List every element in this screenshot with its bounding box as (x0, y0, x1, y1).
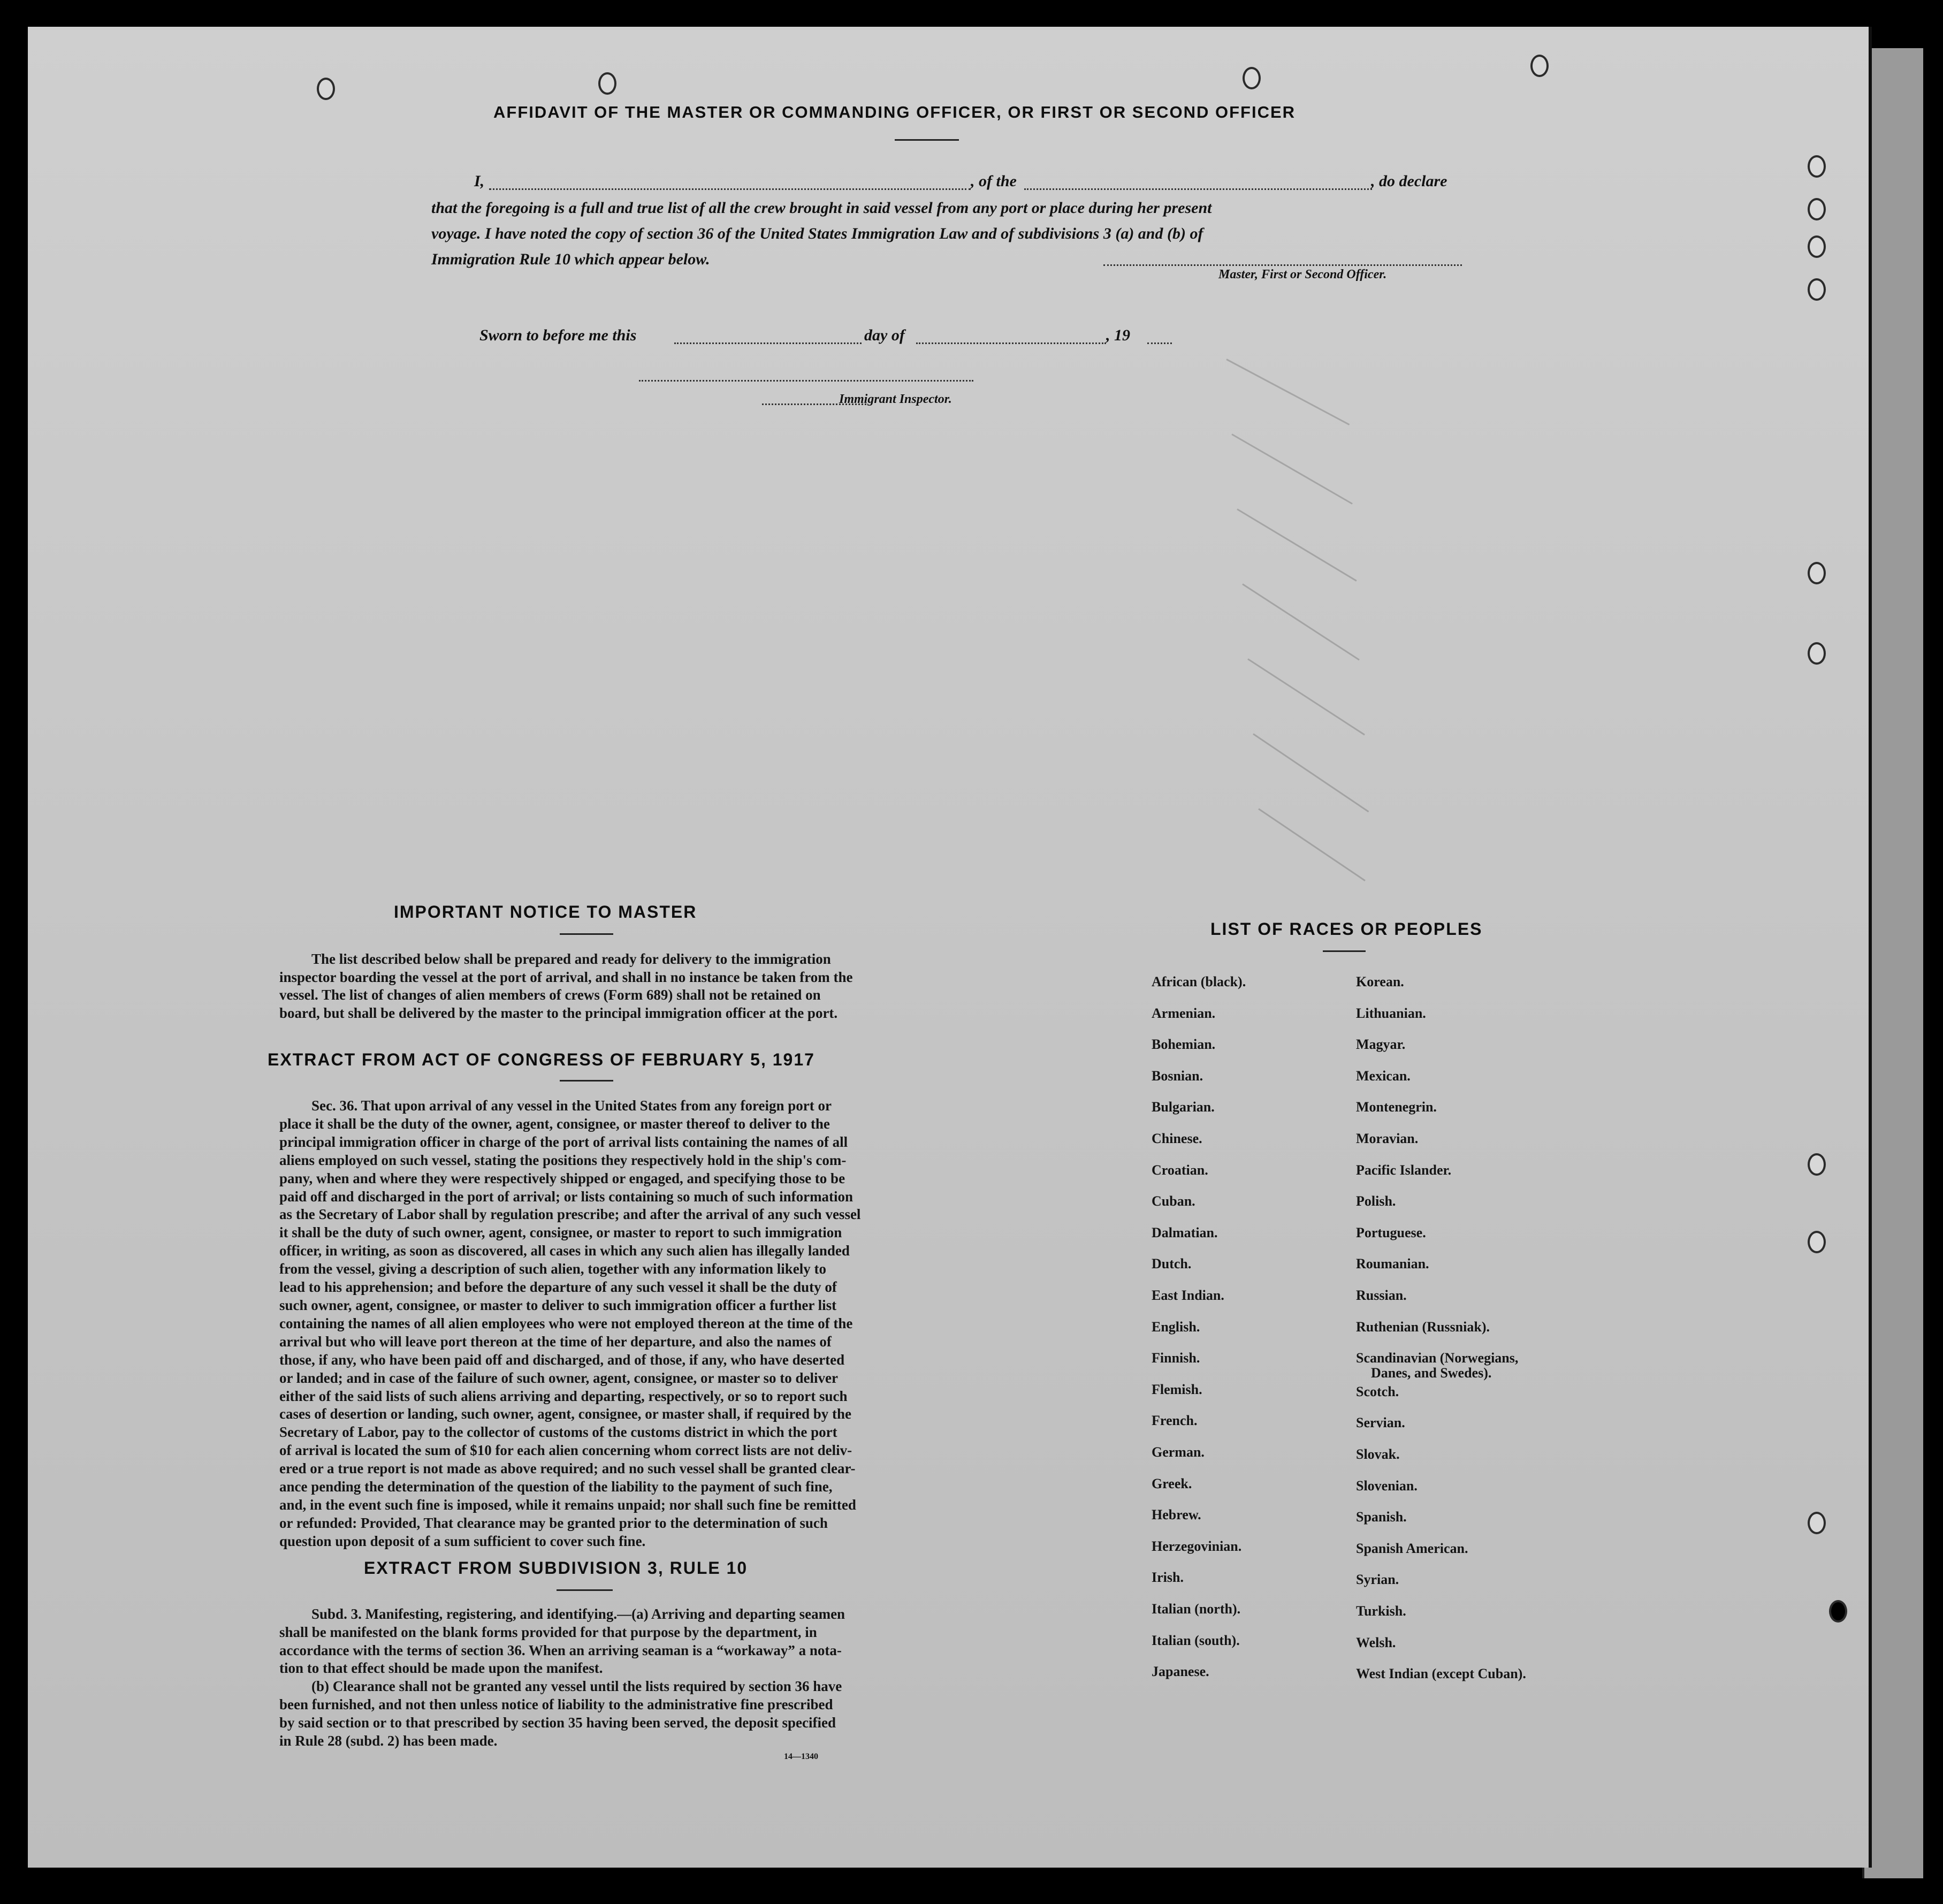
act-extract-underline (560, 1080, 613, 1082)
vessel-blank (1024, 188, 1372, 190)
punch-hole-icon (1243, 67, 1261, 89)
text-line: or landed; and in case of the failure of such owner, agent, consignee, or master so to deliver (279, 1369, 838, 1386)
signature-caption: Master, First or Second Officer. (1218, 268, 1387, 281)
affidavit-declare-label: , do declare (1371, 172, 1447, 190)
sworn-year-blank (1147, 342, 1172, 344)
race-item: Servian. (1356, 1415, 1405, 1430)
affidavit-line-4: Immigration Rule 10 which appear below. (431, 250, 710, 268)
race-item: French. (1152, 1413, 1198, 1428)
race-item: Montenegrin. (1356, 1099, 1437, 1115)
text-line: arrival but who will leave port thereon at the time of her departure, and also the names of (279, 1333, 832, 1350)
punch-hole-icon (317, 78, 335, 100)
race-item: Ruthenian (Russniak). (1356, 1319, 1490, 1335)
race-item: Magyar. (1356, 1037, 1406, 1052)
bleed-through-mark (1253, 733, 1369, 812)
race-item: Welsh. (1356, 1635, 1396, 1650)
text-line: ered or a true report is not made as above required; and no such vessel shall be granted clear- (279, 1460, 856, 1477)
race-item: German. (1152, 1444, 1205, 1460)
notice-text (279, 950, 901, 1022)
race-item: Dalmatian. (1152, 1225, 1218, 1240)
notice-line: The list described below shall be prepared and ready for delivery to the immigration (311, 951, 831, 967)
races-underline (1323, 950, 1366, 952)
race-item: Croatian. (1152, 1162, 1208, 1178)
text-line: and, in the event such fine is imposed, while it remains unpaid; nor shall such fine be remitted (279, 1496, 856, 1513)
race-item: East Indian. (1152, 1288, 1224, 1303)
text-line: or refunded: Provided, That clearance may be granted prior to the determination of such (279, 1514, 828, 1531)
text-line: shall be manifested on the blank forms provided for that purpose by the department, in (279, 1624, 817, 1640)
text-line: (b) Clearance shall not be granted any vessel until the lists required by section 36 have (311, 1678, 842, 1695)
punch-hole-icon (1530, 55, 1549, 77)
notice-line: board, but shall be delivered by the master to the principal immigration officer at the port. (279, 1004, 838, 1021)
race-item: Italian (north). (1152, 1601, 1241, 1617)
race-item: Mexican. (1356, 1068, 1411, 1084)
races-title: LIST OF RACES OR PEOPLES (1210, 919, 1483, 939)
rule-extract-text (279, 1605, 901, 1750)
text-line: by said section or to that prescribed by section 35 having been served, the deposit specified (279, 1714, 836, 1731)
race-item: Pacific Islander. (1356, 1162, 1452, 1178)
affidavit-i-label: I, (474, 172, 485, 190)
punch-hole-icon (1808, 278, 1826, 301)
notice-line: vessel. The list of changes of alien members of crews (Form 689) shall not be retained on (279, 987, 821, 1003)
punch-hole-icon (1808, 235, 1826, 258)
punch-hole-icon (1808, 1231, 1826, 1253)
text-line: been furnished, and not then unless notice of liability to the administrative fine prescribed (279, 1696, 833, 1712)
race-item: Cuban. (1152, 1193, 1195, 1209)
text-line: as the Secretary of Labor shall by regulation prescribe; and after the arrival of any such vessel (279, 1206, 861, 1223)
text-line: cases of desertion or landing, such owner, agent, consignee, or master shall, if required by the (279, 1406, 852, 1422)
text-line: accordance with the terms of section 36. When an arriving seaman is a “workaway” a nota- (279, 1642, 842, 1658)
text-line: containing the names of all alien employees who were not employed thereon at the time of the (279, 1315, 853, 1331)
race-item: Scotch. (1356, 1384, 1399, 1399)
title-underline (895, 139, 959, 141)
punch-hole-icon (1808, 198, 1826, 220)
text-line: ance pending the determination of the question of the liability to the payment of such fine, (279, 1479, 833, 1495)
race-item: Bohemian. (1152, 1037, 1216, 1052)
text-line: Secretary of Labor, pay to the collector of customs of the customs district in which the port (279, 1424, 837, 1441)
text-line: from the vessel, giving a description of such alien, together with any information likely to (279, 1261, 826, 1277)
race-item: Slovak. (1356, 1446, 1400, 1462)
notice-line: inspector boarding the vessel at the port of arrival, and shall in no instance be taken from the (279, 969, 853, 985)
text-line: aliens employed on such vessel, stating the positions they respectively hold in the ship's com- (279, 1152, 847, 1168)
bleed-through-mark (1247, 658, 1365, 735)
rule-extract-title: EXTRACT FROM SUBDIVISION 3, RULE 10 (364, 1558, 748, 1578)
text-line: pany, when and where they were respectively shipped or engaged, and specifying those to be (279, 1170, 845, 1186)
text-line: such owner, agent, consignee, or master to deliver to such immigration officer a further list (279, 1297, 837, 1313)
affidavit-line-3: voyage. I have noted the copy of section 36 of the United States Immigration Law and of subdivisions 3 (a) and (b) of (431, 225, 1203, 242)
race-item: Moravian. (1356, 1131, 1419, 1146)
race-item: Bulgarian. (1152, 1099, 1215, 1115)
race-item: Hebrew. (1152, 1507, 1201, 1522)
race-item: Dutch. (1152, 1256, 1192, 1271)
punch-hole-icon (598, 72, 616, 95)
race-item: Lithuanian. (1356, 1006, 1426, 1021)
punch-hole-icon (1808, 155, 1826, 178)
text-line: paid off and discharged in the port of arrival; or lists containing so much of such information (279, 1188, 854, 1205)
punch-hole-icon (1829, 1600, 1847, 1623)
text-line: Subd. 3. Manifesting, registering, and identifying.—(a) Arriving and departing seamen (311, 1606, 845, 1622)
race-item: Bosnian. (1152, 1068, 1203, 1084)
sworn-month-blank (916, 342, 1106, 344)
name-blank (489, 188, 971, 190)
race-item: Polish. (1356, 1193, 1396, 1209)
race-item: Slovenian. (1356, 1478, 1418, 1494)
text-line: either of the said lists of such aliens arriving and departing, respectively, or so to report such (279, 1388, 848, 1404)
race-item: Scandinavian (Norwegians, (1356, 1350, 1519, 1366)
punch-hole-icon (1808, 642, 1826, 665)
text-line: tion to that effect should be made upon the manifest. (279, 1660, 603, 1677)
sworn-prefix: Sworn to before me this (479, 326, 637, 344)
text-line: officer, in writing, as soon as discovered, all cases in which any such alien has illegally landed (279, 1243, 850, 1259)
punch-hole-icon (1808, 562, 1826, 584)
race-item: Spanish. (1356, 1509, 1407, 1525)
race-item: Portuguese. (1356, 1225, 1426, 1240)
sworn-year: , 19 (1106, 326, 1130, 344)
sworn-day-of: day of (864, 326, 905, 344)
form-number: 14—1340 (784, 1752, 818, 1761)
master-signature-blank (1103, 264, 1462, 266)
sworn-day-blank (674, 342, 862, 344)
race-item: Japanese. (1152, 1664, 1209, 1679)
text-line: principal immigration officer in charge of the port of arrival lists containing the names of all (279, 1133, 848, 1150)
rule-extract-underline (557, 1589, 613, 1591)
race-item: Irish. (1152, 1570, 1184, 1585)
affidavit-of-the-label: , of the (971, 172, 1017, 190)
act-extract-title: EXTRACT FROM ACT OF CONGRESS OF FEBRUARY 5, 1917 (268, 1050, 815, 1069)
affidavit-title: AFFIDAVIT OF THE MASTER OR COMMANDING OFFICER, OR FIRST OR SECOND OFFICER (493, 103, 1296, 121)
race-item: Greek. (1152, 1476, 1192, 1491)
text-line: lead to his apprehension; and before the departure of any such vessel it shall be the duty of (279, 1279, 837, 1296)
text-line: those, if any, who have been paid off and discharged, and of those, if any, who have deserted (279, 1351, 845, 1368)
bleed-through-mark (1258, 808, 1366, 881)
race-item: African (black). (1152, 974, 1246, 989)
race-item-continuation: Danes, and Swedes). (1371, 1365, 1492, 1381)
document-page (28, 27, 1872, 1868)
race-item: Spanish American. (1356, 1541, 1468, 1556)
race-item: Italian (south). (1152, 1633, 1240, 1648)
race-item: Roumanian. (1356, 1256, 1429, 1271)
bleed-through-mark (1231, 433, 1353, 505)
race-item: Korean. (1356, 974, 1404, 989)
affidavit-line-2: that the foregoing is a full and true list of all the crew brought in said vessel from any port or place during her present (431, 199, 1212, 217)
bleed-through-mark (1226, 359, 1350, 425)
race-item: Syrian. (1356, 1572, 1399, 1587)
race-item: Chinese. (1152, 1131, 1202, 1146)
text-line: place it shall be the duty of the owner, agent, consignee, or master thereof to deliver to the (279, 1115, 830, 1132)
text-line: Sec. 36. That upon arrival of any vessel in the United States from any foreign port or (311, 1098, 832, 1114)
act-extract-text (279, 1097, 901, 1551)
race-item: Russian. (1356, 1288, 1407, 1303)
text-line: question upon deposit of a sum sufficient to cover such fine. (279, 1533, 646, 1549)
notice-underline (560, 933, 613, 935)
bleed-through-mark (1237, 508, 1357, 581)
punch-hole-icon (1808, 1512, 1826, 1534)
bleed-through-mark (1242, 583, 1360, 660)
inspector-caption: Immigrant Inspector. (839, 392, 952, 406)
race-item: Flemish. (1152, 1382, 1202, 1397)
race-item: Armenian. (1152, 1006, 1216, 1021)
race-item: English. (1152, 1319, 1200, 1335)
text-line: of arrival is located the sum of $10 for each alien concerning whom correct lists are not deliv- (279, 1442, 852, 1459)
text-line: it shall be the duty of such owner, agent, consignee, or master to report to such immigration (279, 1224, 842, 1241)
race-item: Herzegovinian. (1152, 1539, 1242, 1554)
inspector-signature-blank (639, 380, 973, 382)
race-item: Turkish. (1356, 1603, 1406, 1619)
text-line: in Rule 28 (subd. 2) has been made. (279, 1732, 498, 1749)
race-item: West Indian (except Cuban). (1356, 1666, 1526, 1681)
race-item: Finnish. (1152, 1350, 1200, 1366)
punch-hole-icon (1808, 1153, 1826, 1176)
notice-title: IMPORTANT NOTICE TO MASTER (394, 902, 697, 921)
